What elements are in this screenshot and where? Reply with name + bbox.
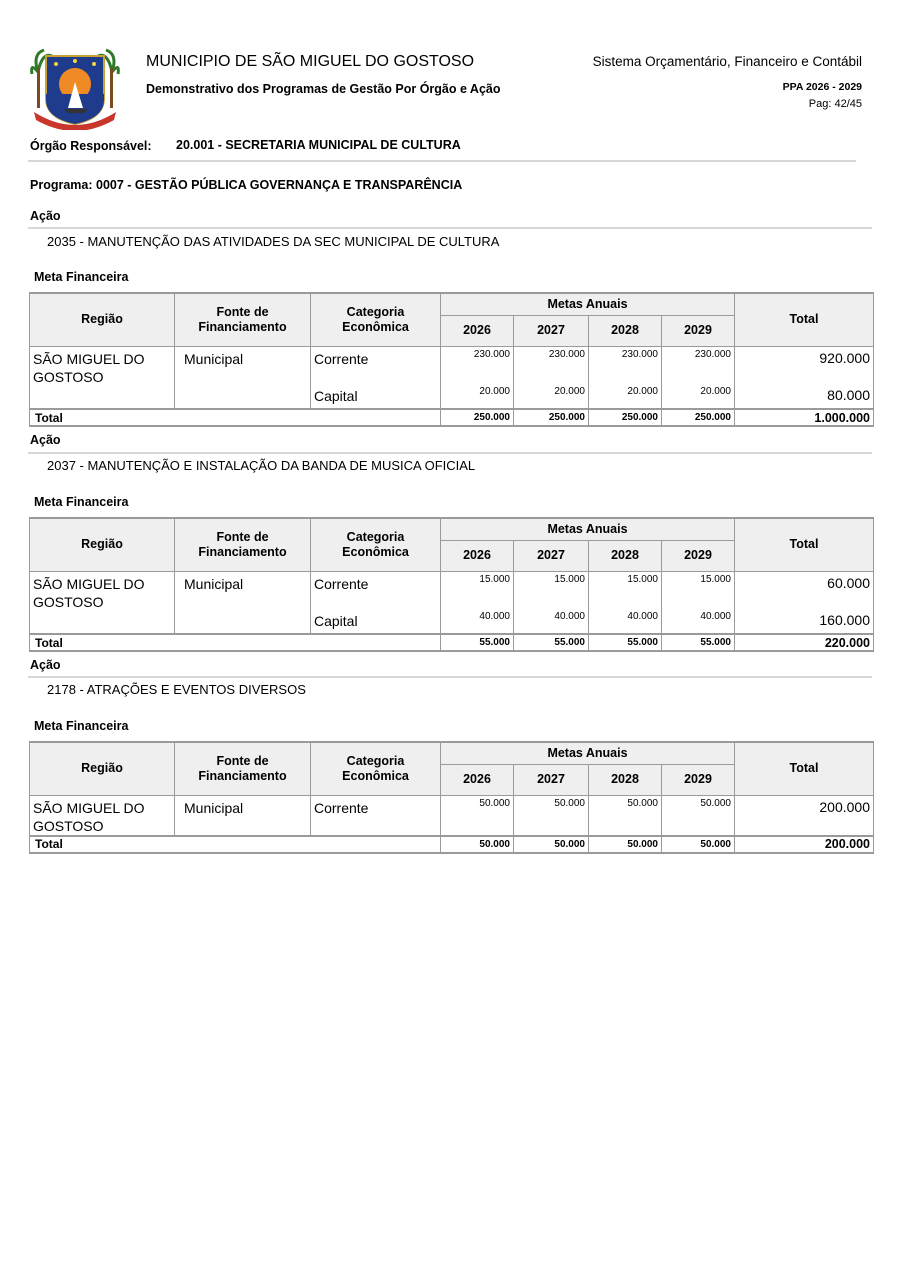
header-total: Total — [735, 518, 874, 571]
header-year: 2027 — [514, 764, 589, 795]
acao-label: Ação — [30, 209, 61, 223]
header-metas-anuais: Metas Anuais — [441, 293, 735, 315]
grand-total-cell: 1.000.000 — [735, 409, 874, 426]
row-total-cell: 80.000 — [735, 384, 874, 409]
header-year: 2028 — [589, 315, 662, 346]
row-total-cell: 60.000 — [735, 571, 874, 609]
regiao-cell: SÃO MIGUEL DO GOSTOSO — [30, 571, 175, 634]
value-cell: 50.000 — [514, 795, 589, 836]
acao-label: Ação — [30, 658, 61, 672]
municipality-name: MUNICIPIO DE SÃO MIGUEL DO GOSTOSO — [146, 53, 475, 70]
header-year: 2027 — [514, 315, 589, 346]
meta-financeira-table — [29, 292, 874, 427]
value-cell: 20.000 — [514, 384, 589, 409]
meta-financeira-table — [29, 517, 874, 652]
categoria-cell: Capital — [311, 384, 441, 409]
acao-title: 2035 - MANUTENÇÃO DAS ATIVIDADES DA SEC MUNICIPAL DE CULTURA — [47, 234, 500, 249]
fonte-cell: Municipal — [175, 795, 311, 836]
programa-title: Programa: 0007 - GESTÃO PÚBLICA GOVERNANÇA E TRANSPARÊNCIA — [30, 178, 463, 192]
header-year: 2026 — [441, 540, 514, 571]
value-cell: 15.000 — [589, 571, 662, 609]
header-regiao: Região — [30, 742, 175, 795]
total-row — [30, 409, 874, 426]
categoria-cell: Capital — [311, 609, 441, 634]
total-row — [30, 634, 874, 651]
header-year: 2026 — [441, 764, 514, 795]
header-total: Total — [735, 742, 874, 795]
header-year: 2028 — [589, 540, 662, 571]
system-name: Sistema Orçamentário, Financeiro e Contábil — [592, 54, 862, 69]
table-row — [30, 795, 874, 836]
value-cell: 50.000 — [441, 795, 514, 836]
municipal-crest-logo — [28, 42, 122, 130]
value-cell: 15.000 — [514, 571, 589, 609]
categoria-cell: Corrente — [311, 571, 441, 609]
total-value-cell: 250.000 — [514, 409, 589, 426]
total-row — [30, 836, 874, 853]
fonte-cell: Municipal — [175, 571, 311, 634]
meta-financeira-label: Meta Financeira — [34, 270, 129, 284]
total-label: Total — [30, 634, 441, 651]
total-value-cell: 55.000 — [662, 634, 735, 651]
header-year: 2027 — [514, 540, 589, 571]
meta-financeira-label: Meta Financeira — [34, 719, 129, 733]
total-label: Total — [30, 836, 441, 853]
regiao-cell: SÃO MIGUEL DO GOSTOSO — [30, 795, 175, 836]
header-regiao: Região — [30, 518, 175, 571]
grand-total-cell: 220.000 — [735, 634, 874, 651]
total-label: Total — [30, 409, 441, 426]
divider — [28, 676, 872, 678]
acao-label: Ação — [30, 433, 61, 447]
row-total-cell: 160.000 — [735, 609, 874, 634]
total-value-cell: 50.000 — [514, 836, 589, 853]
total-value-cell: 55.000 — [514, 634, 589, 651]
header-metas-anuais: Metas Anuais — [441, 518, 735, 540]
total-value-cell: 50.000 — [441, 836, 514, 853]
header-year: 2029 — [662, 540, 735, 571]
header-total: Total — [735, 293, 874, 346]
table-row — [30, 346, 874, 384]
header-regiao: Região — [30, 293, 175, 346]
value-cell: 230.000 — [589, 346, 662, 384]
total-value-cell: 55.000 — [441, 634, 514, 651]
orgao-label: Órgão Responsável: — [30, 139, 152, 153]
total-value-cell: 250.000 — [662, 409, 735, 426]
value-cell: 20.000 — [441, 384, 514, 409]
total-value-cell: 55.000 — [589, 634, 662, 651]
header-year: 2029 — [662, 315, 735, 346]
value-cell: 40.000 — [662, 609, 735, 634]
fonte-cell: Municipal — [175, 346, 311, 409]
total-value-cell: 50.000 — [589, 836, 662, 853]
divider — [28, 227, 872, 229]
ppa-period: PPA 2026 - 2029 — [782, 81, 862, 93]
categoria-cell: Corrente — [311, 795, 441, 836]
divider — [28, 452, 872, 454]
value-cell: 15.000 — [662, 571, 735, 609]
value-cell: 50.000 — [662, 795, 735, 836]
row-total-cell: 200.000 — [735, 795, 874, 836]
meta-financeira-label: Meta Financeira — [34, 495, 129, 509]
header-year: 2026 — [441, 315, 514, 346]
row-total-cell: 920.000 — [735, 346, 874, 384]
total-value-cell: 250.000 — [589, 409, 662, 426]
value-cell: 40.000 — [441, 609, 514, 634]
value-cell: 20.000 — [589, 384, 662, 409]
divider — [28, 160, 856, 162]
header-fonte: Fonte de Financiamento — [175, 742, 311, 795]
header-fonte: Fonte de Financiamento — [175, 293, 311, 346]
value-cell: 50.000 — [589, 795, 662, 836]
acao-title: 2178 - ATRAÇÕES E EVENTOS DIVERSOS — [47, 682, 306, 697]
header-categoria: Categoria Econômica — [311, 518, 441, 571]
header-fonte: Fonte de Financiamento — [175, 518, 311, 571]
total-value-cell: 50.000 — [662, 836, 735, 853]
header-year: 2029 — [662, 764, 735, 795]
header-year: 2028 — [589, 764, 662, 795]
orgao-value: 20.001 - SECRETARIA MUNICIPAL DE CULTURA — [176, 138, 461, 152]
acao-title: 2037 - MANUTENÇÃO E INSTALAÇÃO DA BANDA DE MUSICA OFICIAL — [47, 458, 476, 473]
table-row — [30, 571, 874, 609]
value-cell: 40.000 — [514, 609, 589, 634]
total-value-cell: 250.000 — [441, 409, 514, 426]
regiao-cell: SÃO MIGUEL DO GOSTOSO — [30, 346, 175, 409]
value-cell: 20.000 — [662, 384, 735, 409]
value-cell: 230.000 — [441, 346, 514, 384]
value-cell: 230.000 — [514, 346, 589, 384]
header-metas-anuais: Metas Anuais — [441, 742, 735, 764]
grand-total-cell: 200.000 — [735, 836, 874, 853]
categoria-cell: Corrente — [311, 346, 441, 384]
value-cell: 40.000 — [589, 609, 662, 634]
header-categoria: Categoria Econômica — [311, 293, 441, 346]
report-title: Demonstrativo dos Programas de Gestão Por Órgão e Ação — [146, 82, 501, 96]
meta-financeira-table — [29, 741, 874, 854]
header-categoria: Categoria Econômica — [311, 742, 441, 795]
page-number: Pag: 42/45 — [808, 98, 862, 110]
value-cell: 230.000 — [662, 346, 735, 384]
value-cell: 15.000 — [441, 571, 514, 609]
